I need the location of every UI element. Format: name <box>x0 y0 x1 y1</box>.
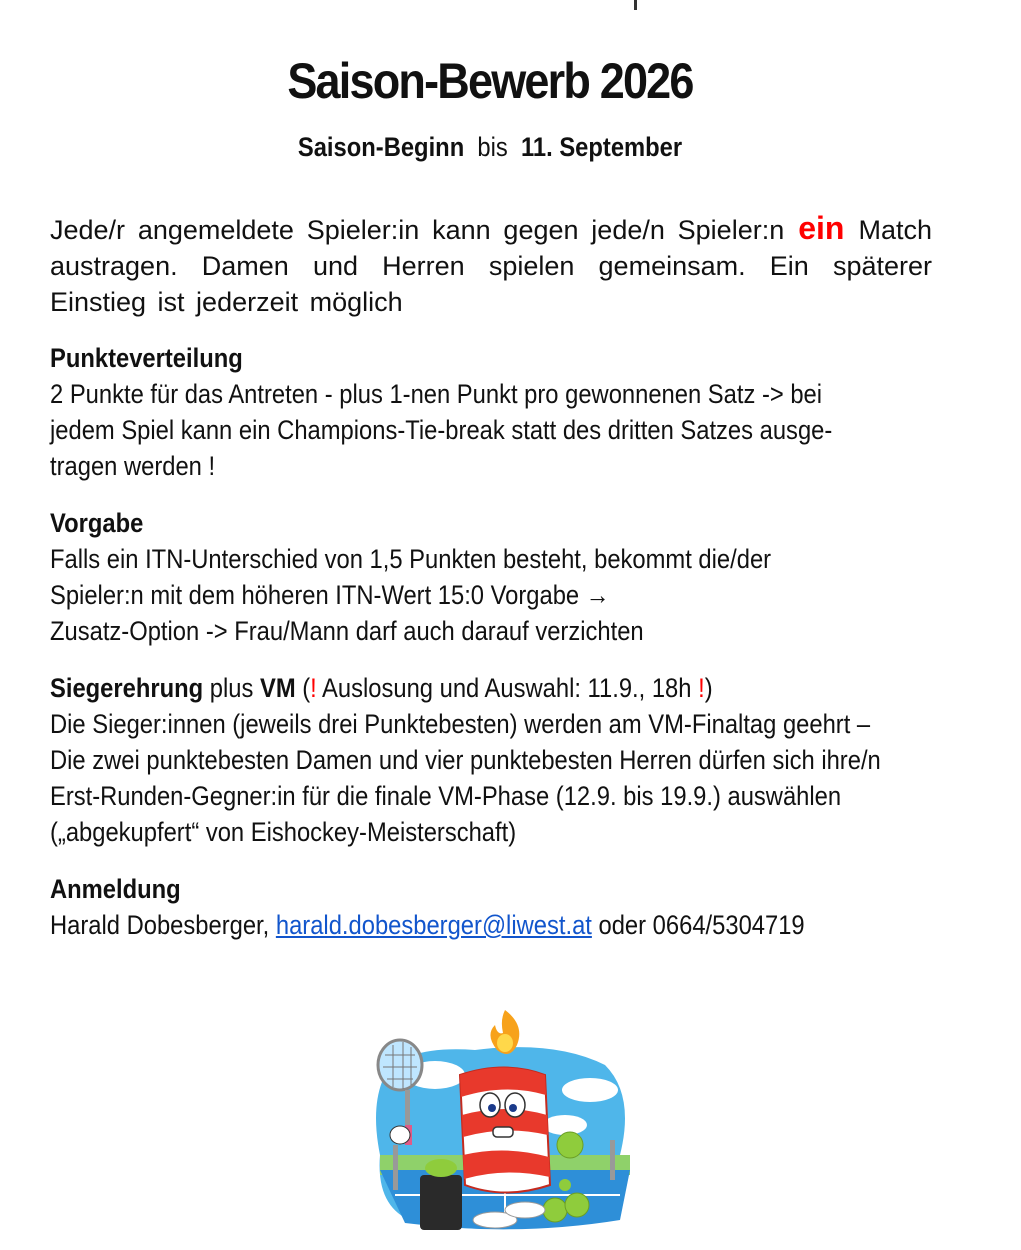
plus-text: plus <box>209 673 254 703</box>
intro-paragraph <box>50 210 932 320</box>
section-line: Die Sieger:innen (jeweils drei Punktebesten) werden am VM-Finaltag geehrt – <box>50 709 871 739</box>
intro-highlight: ein <box>798 210 845 246</box>
paren-close: ) <box>704 673 713 703</box>
contact-name: Harald Dobesberger, <box>50 910 270 940</box>
section-line: Falls ein ITN-Unterschied von 1,5 Punkten besteht, bekommt die/der <box>50 544 772 574</box>
or-text: oder <box>598 910 647 940</box>
exclamation-icon: ! <box>698 673 705 703</box>
section-line: Zusatz-Option -> Frau/Mann darf auch darauf verzichten <box>50 616 644 646</box>
intro-part1: Jede/r angemeldete Spieler:in kann gegen jede/n Spieler:n <box>50 215 785 245</box>
section-heading: Vorgabe <box>50 508 144 538</box>
intro-part2: Match austragen. Damen und Herren spielen gemeinsam. Ein späterer Einstieg ist jederzeit möglich <box>50 215 932 317</box>
section-heading-row <box>50 670 950 706</box>
section-siegerehrung <box>50 670 950 850</box>
page-title: Saison-Bewerb 2026 <box>287 53 693 109</box>
tennis-mascot-image <box>365 1005 645 1240</box>
paren-open: ( <box>302 673 311 703</box>
section-line: 2 Punkte für das Antreten - plus 1-nen Punkt pro gewonnenen Satz -> bei <box>50 379 823 409</box>
section-line: Spieler:n mit dem höheren ITN-Wert 15:0 Vorgabe → <box>50 580 610 610</box>
section-line: jedem Spiel kann ein Champions-Tie-break statt des dritten Satzes ausge- <box>50 415 833 445</box>
text-cursor <box>634 0 637 10</box>
exclamation-icon: ! <box>310 673 317 703</box>
phone-number: 0664/5304719 <box>652 910 805 940</box>
subtitle-end: 11. September <box>521 132 683 162</box>
subtitle-start: Saison-Beginn <box>297 132 465 162</box>
email-link[interactable]: harald.dobesberger@liwest.at <box>275 910 592 940</box>
section-punkteverteilung <box>50 340 950 484</box>
section-heading: Siegerehrung <box>50 673 204 703</box>
section-line: („abgekupfert“ von Eishockey-Meisterschaft) <box>50 817 517 847</box>
section-line: Die zwei punktebesten Damen und vier punktebesten Herren dürfen sich ihre/n <box>50 745 881 775</box>
subtitle-connector: bis <box>477 132 508 162</box>
contact-line <box>50 907 950 943</box>
section-line: tragen werden ! <box>50 451 216 481</box>
section-heading: Punkteverteilung <box>50 343 243 373</box>
section-anmeldung <box>50 871 950 943</box>
candle-tennis-icon <box>365 1005 645 1240</box>
section-line: Erst-Runden-Gegner:in für die finale VM-Phase (12.9. bis 19.9.) auswählen <box>50 781 842 811</box>
draw-note: Auslosung und Auswahl: 11.9., 18h <box>322 673 692 703</box>
section-vorgabe <box>50 505 950 649</box>
subtitle <box>59 132 921 163</box>
vm-text: VM <box>259 673 296 703</box>
section-heading: Anmeldung <box>50 874 181 904</box>
